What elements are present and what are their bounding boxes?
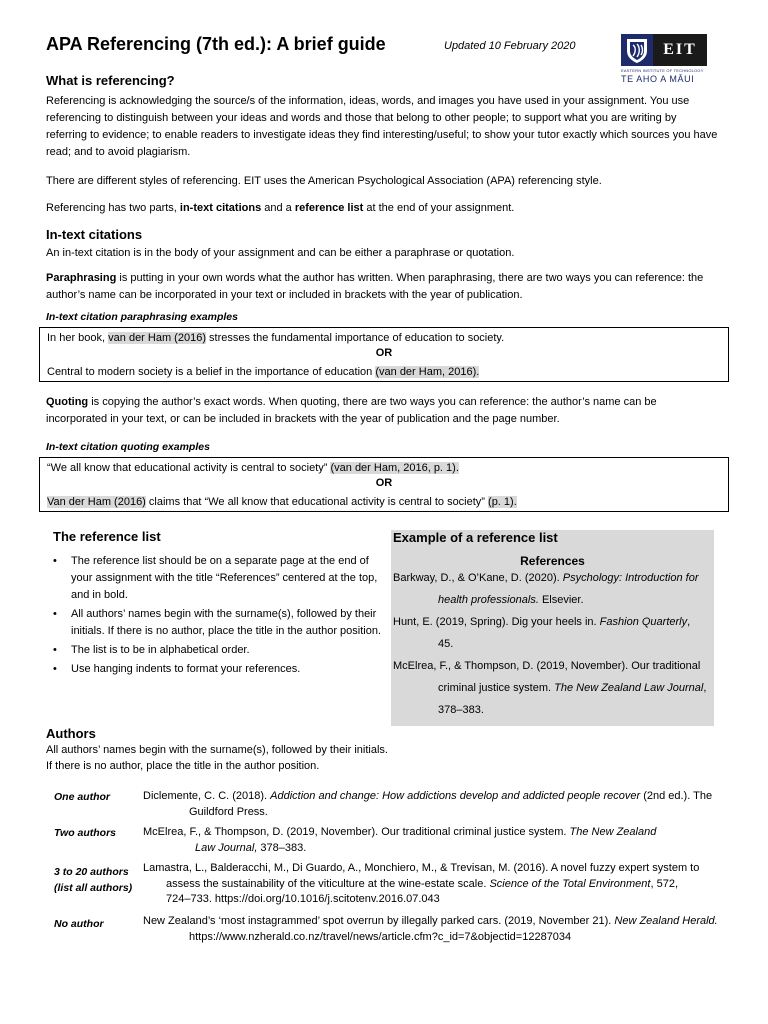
term-quoting: Quoting [46, 396, 89, 408]
text: Central to modern society is a belief in the importance of education [47, 366, 376, 378]
list-item: • Use hanging indents to format your references. [46, 661, 382, 678]
quoting-paragraph [46, 394, 718, 428]
paraphrasing-example-1 [47, 330, 504, 346]
italic-title: Addiction and change: How addictions develop and addicted people recover [270, 790, 641, 802]
authors-heading: Authors [46, 726, 96, 741]
reflist-bullets [46, 553, 382, 680]
text: (2nd ed.). The Guildford Press. [189, 790, 713, 818]
example-heading: Example of a reference list [393, 530, 558, 545]
italic-title: The New Zealand Law Journal [554, 682, 704, 694]
what-paragraph-2: There are different styles of referencing. EIT uses the American Psychological Association (APA) referencing style. [46, 175, 602, 187]
example-subheading: References [520, 554, 585, 568]
quoting-example-1 [47, 460, 459, 476]
author-example [143, 914, 743, 945]
text: at the end of your assignment. [363, 202, 515, 214]
highlighted-citation: van der Ham (2016) [108, 332, 206, 344]
text: , 45. [438, 616, 691, 650]
author-label: No author [54, 918, 104, 930]
text: , 378–383. [438, 682, 707, 716]
example-reference [393, 655, 708, 721]
list-item: • The list is to be in alphabetical order. [46, 642, 382, 659]
text: Diclemente, C. C. (2018). [143, 790, 271, 802]
intext-paragraph: An in-text citation is in the body of your assignment and can be either a paraphrase or quotation. [46, 247, 515, 259]
list-item: • All authors’ names begin with the surname(s), followed by their initials. If there is no author, place the title in the author position. [46, 606, 382, 640]
what-paragraph-3 [46, 200, 718, 217]
author-label: One author [54, 791, 111, 803]
text: New Zealand’s ‘most instagrammed’ spot overrun by illegally parked cars. (2019, November 21). [143, 915, 615, 927]
text: In her book, [47, 332, 109, 344]
or-divider: OR [375, 477, 393, 489]
italic-title: Fashion Quarterly [599, 616, 688, 628]
author-label: Two authors [54, 827, 117, 839]
authors-line-2: If there is no author, place the title in the author position. [46, 760, 320, 772]
text: stresses the fundamental importance of education to society. [205, 332, 505, 344]
text: , 572, 724–733. https://doi.org/10.1016/j.scitotenv.2016.07.043 [166, 877, 679, 905]
shield-icon [621, 34, 653, 66]
author-label: 3 to 20 authors (list all authors) [54, 866, 133, 894]
example-reference [393, 611, 708, 655]
paraphrasing-paragraph [46, 270, 718, 304]
author-example [143, 825, 663, 856]
text: is copying the author’s exact words. When quoting, there are two ways you can reference: the author’s name can be incorporated in your text, or can be included in brackets with the year of publication and the page number. [46, 396, 657, 425]
maori-name: TE AHO A MĀUI [621, 74, 695, 84]
eit-logo [621, 34, 707, 88]
highlighted-citation: (p. 1). [488, 496, 517, 508]
authors-line-1: All authors’ names begin with the surname(s), followed by their initials. [46, 744, 388, 756]
list-item: • The reference list should be on a separate page at the end of your assignment with the title “References” centered at the top, and in bold. [46, 553, 382, 604]
text: Barkway, D., & O’Kane, D. (2020). [393, 572, 563, 584]
term-intext: in-text citations [179, 202, 262, 214]
paraphrasing-example-2 [47, 364, 479, 380]
text: Lamastra, L., Balderacchi, M., Di Guardo, A., Monchiero, M., & Trevisan, M. (2016). A novel fuzzy expert system to assess the sustainability of the viticulture at the wine-estate scale. [143, 862, 700, 890]
italic-title: New Zealand Herald. [614, 915, 718, 927]
highlighted-citation: (van der Ham, 2016, p. 1). [330, 462, 459, 474]
example-reference [393, 567, 708, 611]
updated-date: Updated 10 February 2020 [444, 40, 576, 52]
author-example [143, 789, 728, 820]
text: Hunt, E. (2019, Spring). Dig your heels in. [393, 616, 600, 628]
italic-title: The New Zealand Law Journal, [195, 826, 657, 854]
text: McElrea, F., & Thompson, D. (2019, November). Our traditional criminal justice system. [393, 660, 701, 694]
reflist-heading: The reference list [53, 529, 161, 544]
text: is putting in your own words what the author has written. When paraphrasing, there are two ways you can reference: the author’s name can be incorporated in your text or included in brackets with the year of publication. [46, 272, 704, 301]
text: “We all know that educational activity is central to society” [47, 462, 331, 474]
text: 378–383. [257, 841, 307, 854]
italic-title: Psychology: Introduction for health professionals. [438, 572, 699, 606]
highlighted-citation: (van der Ham, 2016). [375, 366, 480, 378]
text: claims that “We all know that educational activity is central to society” [145, 496, 489, 508]
quoting-examples-box [39, 457, 729, 512]
intext-heading: In-text citations [46, 227, 143, 242]
quoting-caption: In-text citation quoting examples [46, 441, 210, 453]
text: and a [261, 202, 295, 214]
text: Elsevier. [538, 594, 584, 606]
example-reference-panel [391, 530, 714, 726]
what-paragraph-1: Referencing is acknowledging the source/s of the information, ideas, words, and images you have used in your assignment. You use referencing to distinguish between your ideas and words and those that belong to other people; to support what you are writing by referring to evidence; to enable readers to investigate ideas they find interesting/useful; to show your tutor exactly which sources you have read; and to avoid plagiarism. [46, 95, 718, 158]
highlighted-citation: Van der Ham (2016) [47, 496, 146, 508]
or-divider: OR [375, 347, 393, 359]
institution-name: EASTERN INSTITUTE OF TECHNOLOGY [621, 68, 704, 73]
what-heading: What is referencing? [46, 73, 175, 88]
term-paraphrasing: Paraphrasing [46, 272, 117, 284]
text: https://www.nzherald.co.nz/travel/news/article.cfm?c_id=7&objectid=12287034 [189, 915, 743, 943]
author-example [143, 861, 703, 908]
quoting-example-2 [47, 494, 517, 510]
term-reflist: reference list [294, 202, 364, 214]
text: McElrea, F., & Thompson, D. (2019, November). Our traditional criminal justice system. [143, 826, 570, 838]
brand-name: EIT [653, 34, 707, 66]
page-title: APA Referencing (7th ed.): A brief guide [46, 34, 386, 54]
text: Referencing has two parts, [46, 202, 180, 214]
italic-title: Science of the Total Environment [489, 877, 651, 890]
paraphrasing-caption: In-text citation paraphrasing examples [46, 311, 238, 323]
paraphrasing-examples-box [39, 327, 729, 382]
